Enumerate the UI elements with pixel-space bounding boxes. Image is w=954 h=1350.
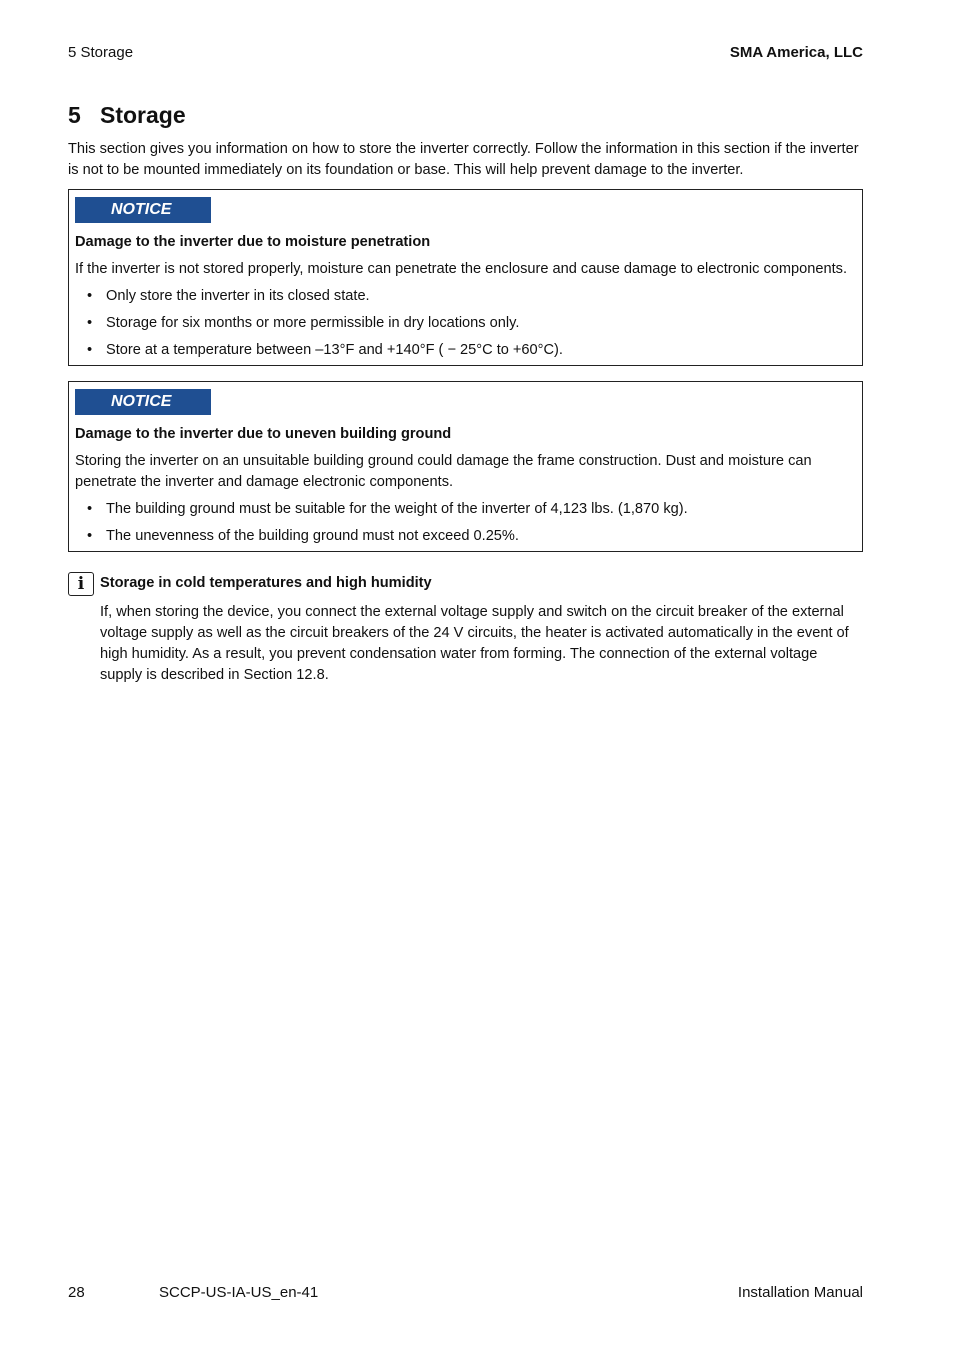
info-body: If, when storing the device, you connect the external voltage supply and switch on the circuit breaker of the external voltage supply as well as the circuit breakers of the 24 V circuits, the heater is activated automatically in the event of high humidity. As a result, you prevent condensation water from forming. The connection of the external voltage supply is described in Section 12.8. <box>100 604 849 683</box>
list-item <box>75 526 856 547</box>
section-number: 5 <box>68 102 81 128</box>
notice-bullet-list <box>75 286 856 361</box>
notice-badge: NOTICE <box>75 389 211 415</box>
list-item-text: The building ground must be suitable for the weight of the inverter of 4,123 lbs. (1,870 kg). <box>106 501 688 517</box>
list-item <box>75 313 856 334</box>
list-item <box>75 340 856 361</box>
list-item-text: Store at a temperature between –13°F and +140°F ( − 25°C to +60°C). <box>106 342 563 358</box>
footer-manual-type: Installation Manual <box>737 1284 863 1301</box>
running-header-company: SMA America, LLC <box>729 44 863 61</box>
footer-document-id: SCCP-US-IA-US_en-41 <box>159 1284 319 1301</box>
notice-bullet-list <box>75 499 856 547</box>
bullet-icon: • <box>87 501 93 517</box>
running-header-section: 5 Storage <box>68 44 134 61</box>
list-item-text: Storage for six months or more permissible in dry locations only. <box>106 315 520 331</box>
list-item-text: The unevenness of the building ground must not exceed 0.25%. <box>106 528 519 544</box>
bullet-icon: • <box>87 528 93 544</box>
list-item <box>75 499 856 520</box>
info-heading: Storage in cold temperatures and high humidity <box>100 575 432 591</box>
info-icon: i <box>68 572 94 596</box>
bullet-icon: • <box>87 288 93 304</box>
section-title <box>68 102 186 129</box>
bullet-icon: • <box>87 315 93 331</box>
list-item <box>75 286 856 307</box>
list-item-text: Only store the inverter in its closed state. <box>106 288 370 304</box>
notice-body: Storing the inverter on an unsuitable building ground could damage the frame construction. Dust and moisture can penetrate the inverter and damage electronic components. <box>75 453 812 490</box>
section-title-text: Storage <box>100 102 186 128</box>
footer-page-number: 28 <box>68 1284 85 1301</box>
notice-box-moisture <box>68 189 863 366</box>
notice-heading: Damage to the inverter due to uneven building ground <box>75 426 452 442</box>
intro-paragraph: This section gives you information on how to store the inverter correctly. Follow the information in this section if the inverter is not to be mounted immediately on its foundation or base. This will help prevent damage to the inverter. <box>68 141 859 178</box>
notice-box-uneven-ground <box>68 381 863 552</box>
notice-body: If the inverter is not stored properly, moisture can penetrate the enclosure and cause damage to electronic components. <box>75 261 848 277</box>
bullet-icon: • <box>87 342 93 358</box>
notice-heading: Damage to the inverter due to moisture penetration <box>75 234 431 250</box>
notice-badge: NOTICE <box>75 197 211 223</box>
